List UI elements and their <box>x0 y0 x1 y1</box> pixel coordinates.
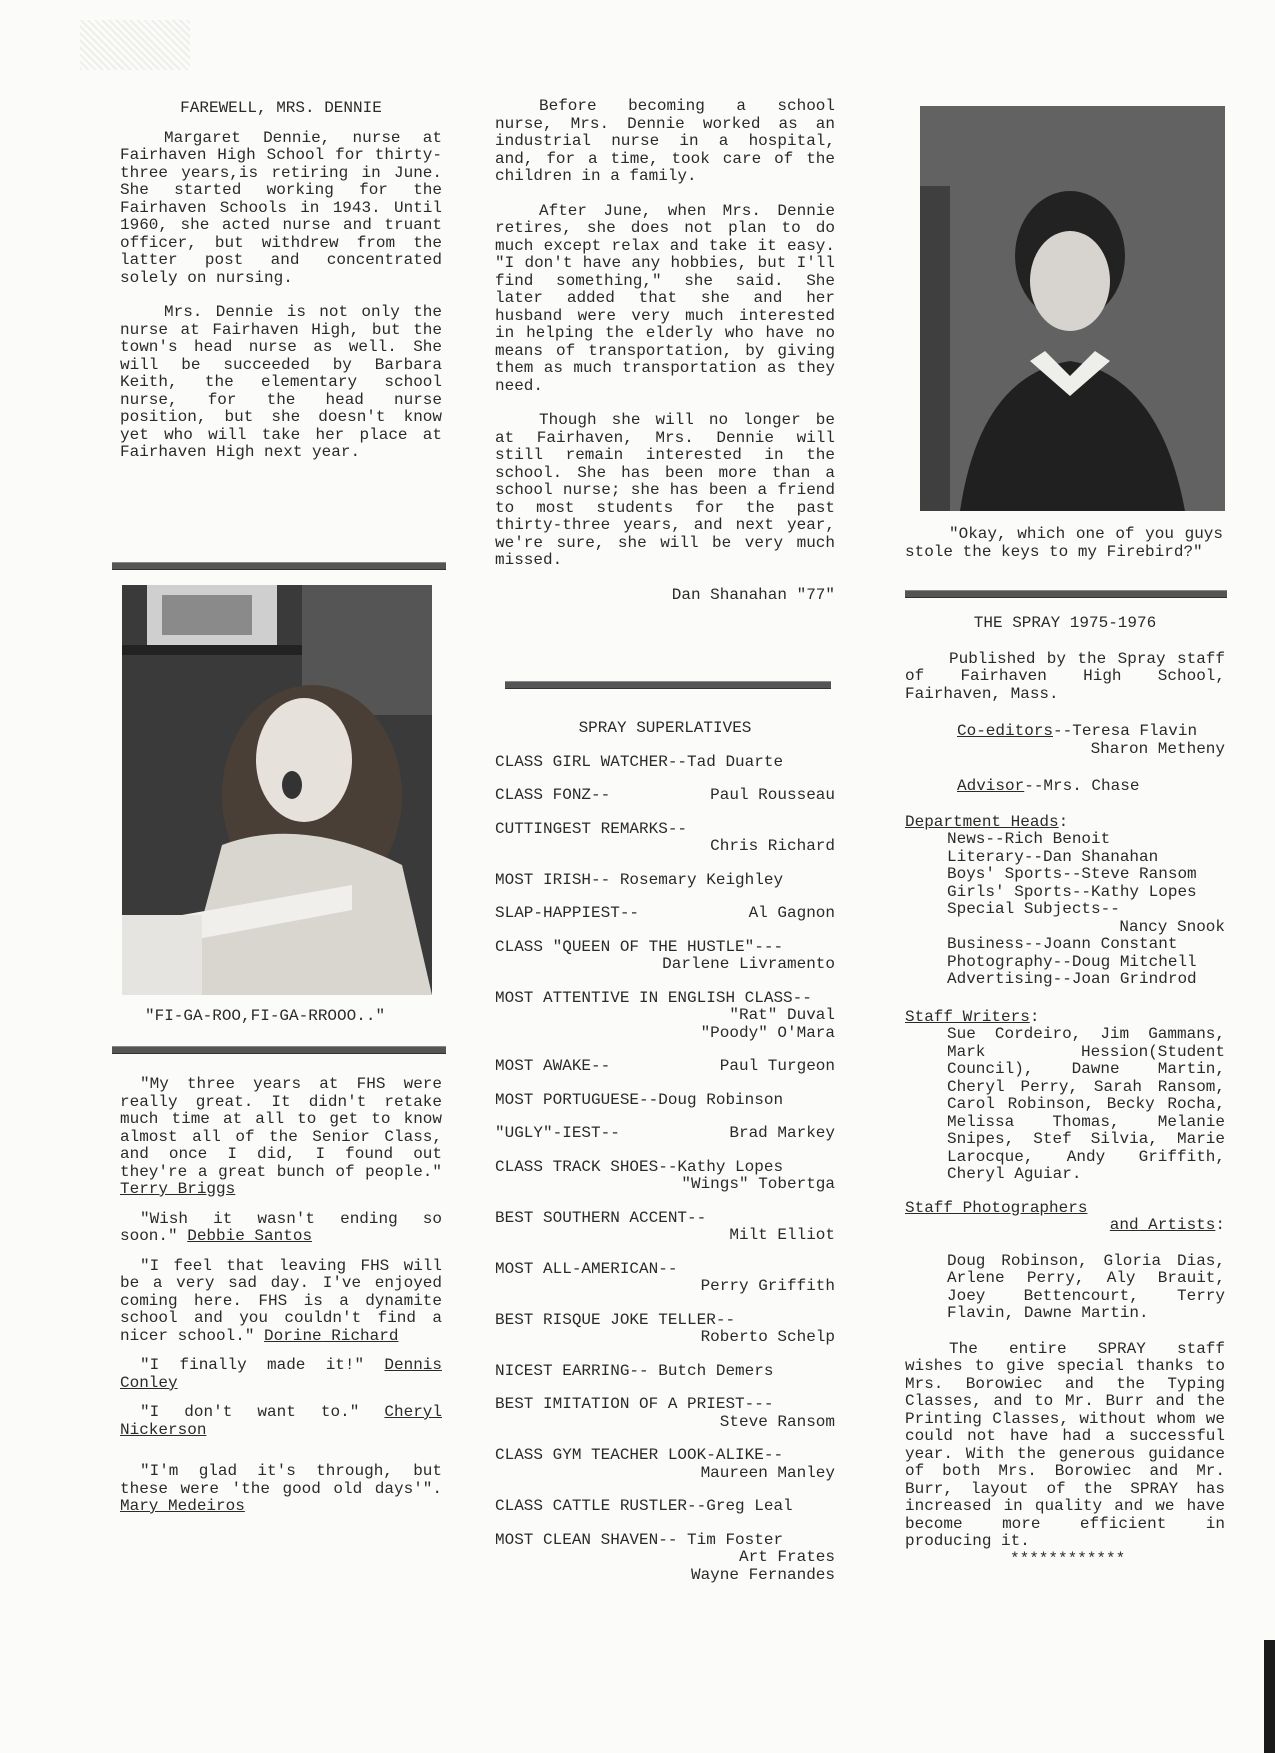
quote-name: Mary Medeiros <box>120 1497 245 1515</box>
superlative-item <box>495 872 835 890</box>
senior-quotes <box>120 1076 442 1516</box>
dept-heads-heading: Department Heads: <box>905 812 1069 831</box>
superlative-row <box>495 939 835 957</box>
superlative-winner: Al Gagnon <box>748 904 835 922</box>
superlative-title: "UGLY"-IEST-- <box>495 1124 620 1142</box>
staff-writers-heading: Staff Writers: <box>905 1007 1040 1026</box>
superlative-row <box>495 754 835 772</box>
dept-head-name: Nancy Snook <box>1119 917 1225 936</box>
superlative-row <box>495 787 835 805</box>
dept-head: Photography--Doug Mitchell <box>947 952 1197 971</box>
farewell-byline: Dan Shanahan "77" <box>671 585 835 604</box>
staff-thanks: The entire SPRAY staff wishes to give special thanks to Mrs. Borowiec and the Typing Classes, and to Mr. Burr and the Printing Classes, without whom we could not have had a successful year. With the generous guidance of both Mrs. Borowiec and Mr. Burr, layout of the SPRAY has increased in quality and we have become more efficient in producing it. <box>905 1339 1225 1550</box>
superlatives-section <box>495 720 835 1600</box>
superlative-item <box>495 1498 835 1516</box>
quote <box>120 1076 442 1199</box>
superlative-row <box>495 821 835 839</box>
superlative-item <box>495 990 835 1043</box>
farewell-paragraph-4: After June, when Mrs. Dennie retires, she does not plan to do much except relax and take it easy. "I don't have any hobbies, but I'll find something," she said. She later added that she and her husband were very much interested in helping the elderly who have no means of transportation, by giving them as much transportation as they need. <box>495 201 835 395</box>
quote <box>120 1258 442 1346</box>
superlative-row <box>495 872 835 890</box>
superlative-winner: Milt Elliot <box>729 1226 835 1244</box>
superlative-item <box>495 1532 835 1585</box>
superlative-title: BEST RISQUE JOKE TELLER-- <box>495 1310 736 1329</box>
photo-girl-singing-caption: "FI-GA-ROO,FI-GA-RROOO.." <box>145 1007 386 1025</box>
dept-head: Advertising--Joan Grindrod <box>947 970 1197 988</box>
superlative-winner: Steve Ransom <box>719 1412 835 1431</box>
superlative-item <box>495 787 835 805</box>
superlative-row <box>495 1312 835 1330</box>
quote <box>120 1404 442 1439</box>
superlative-title: MOST IRISH-- Rosemary Keighley <box>495 870 784 889</box>
photographers-heading <box>905 1200 1225 1218</box>
quote-text: "I don't want to." <box>140 1403 360 1421</box>
divider <box>905 590 1227 598</box>
advisor-label: Advisor <box>957 777 1025 795</box>
superlative-title: BEST IMITATION OF A PRIEST--- <box>495 1395 774 1413</box>
masthead-title: THE SPRAY 1975-1976 <box>973 614 1157 632</box>
superlative-winner: Brad Markey <box>729 1124 835 1142</box>
farewell-paragraph-1: Margaret Dennie, nurse at Fairhaven High School for thirty-three years,is retiring in June. She started working for the Fairhaven Schools in 1943. Until 1960, she acted nurse and truant officer, but withdrew from the latter post and concentrated solely on nursing. <box>120 128 442 287</box>
superlative-title: CLASS GYM TEACHER LOOK-ALIKE-- <box>495 1446 784 1464</box>
photographers-list: Doug Robinson, Gloria Dias, Arlene Perry, Aly Brauit, Joey Bettencourt, Terry Flavin, Dawne Martin. <box>947 1251 1225 1322</box>
dept-head: News--Rich Benoit <box>947 830 1111 848</box>
photo-girl-singing <box>122 585 432 995</box>
superlative-title: MOST ALL-AMERICAN-- <box>495 1259 678 1278</box>
photo-student-portrait <box>920 106 1225 511</box>
superlative-item <box>495 1261 835 1296</box>
superlative-title: CLASS "QUEEN OF THE HUSTLE"--- <box>495 937 784 956</box>
quote-text: "I'm glad it's through, but these were 'the good old days'". <box>120 1462 442 1498</box>
quote <box>120 1463 442 1516</box>
superlative-title: CLASS TRACK SHOES--Kathy Lopes <box>495 1157 784 1176</box>
superlatives-title: SPRAY SUPERLATIVES <box>578 719 752 737</box>
superlative-title: BEST SOUTHERN ACCENT-- <box>495 1208 707 1227</box>
dept-head: Boys' Sports--Steve Ransom <box>947 865 1197 883</box>
superlative-winner: Roberto Schelp <box>700 1328 835 1346</box>
farewell-paragraph-2: Mrs. Dennie is not only the nurse at Fairhaven High, but the town's head nurse as well. She will be succeeded by Barbara Keith, the elementary school nurse, for the head nurse position, but she doesn't know yet who will take her place at Fairhaven High next year. <box>120 303 442 461</box>
farewell-paragraph-3: Before becoming a school nurse, Mrs. Dennie worked as an industrial nurse in a hospital, and, for a time, took care of the children in a family. <box>495 97 835 185</box>
superlative-winner: Maureen Manley <box>700 1463 835 1482</box>
superlative-title: CLASS CATTLE RUSTLER--Greg Leal <box>495 1497 793 1515</box>
superlative-row <box>495 1125 835 1143</box>
quote-text: "Wish it wasn't ending so soon." <box>120 1209 442 1245</box>
scan-speckle <box>80 20 190 70</box>
photo-student-portrait-caption: "Okay, which one of you guys stole the keys to my Firebird?" <box>905 525 1223 561</box>
divider <box>112 562 446 570</box>
superlative-row <box>495 905 835 923</box>
quote-name: Cheryl Nickerson <box>120 1403 442 1439</box>
superlative-item <box>495 1092 835 1110</box>
superlative-row <box>495 1532 835 1550</box>
farewell-paragraph-5: Though she will no longer be at Fairhaven, Mrs. Dennie will still remain interested in the school. She has been more than a school nurse; she has been a friend to most students for the past thirty-three years, and next year, we're sure, she will be very much missed. <box>495 411 835 569</box>
quote-text: "I finally made it!" <box>140 1356 365 1374</box>
photo-student-portrait-graphic <box>920 106 1225 511</box>
superlative-title: CUTTINGEST REMARKS-- <box>495 819 688 838</box>
superlative-item <box>495 1058 835 1076</box>
superlative-row <box>495 1058 835 1076</box>
farewell-article-start <box>120 100 442 462</box>
quote-text: "I feel that leaving FHS will be a very sad day. I've enjoyed coming here. FHS is a dynamite school and you couldn't find a nicer school." <box>120 1256 442 1345</box>
masthead <box>905 615 1225 1568</box>
dept-heads-label: Department Heads <box>905 812 1059 831</box>
superlative-winner: Darlene Livramento <box>662 955 835 973</box>
superlative-winner: Chris Richard <box>710 837 835 855</box>
superlative-winner: Wayne Fernandes <box>690 1565 835 1584</box>
superlative-row <box>495 1261 835 1279</box>
superlative-row <box>495 1159 835 1177</box>
coeditor-name: Sharon Metheny <box>1090 739 1225 758</box>
superlative-item <box>495 1396 835 1431</box>
superlative-item <box>495 821 835 856</box>
superlative-row <box>495 1498 835 1516</box>
superlative-title: MOST AWAKE-- <box>495 1057 611 1075</box>
superlative-row <box>495 990 835 1008</box>
superlative-item <box>495 939 835 974</box>
superlative-title: MOST ATTENTIVE IN ENGLISH CLASS-- <box>495 988 812 1007</box>
superlative-winner: Paul Rousseau <box>710 786 835 804</box>
dept-heads-list <box>905 831 1225 989</box>
photographers-heading-2: and Artists: <box>1109 1216 1225 1234</box>
superlative-title: CLASS FONZ-- <box>495 786 611 804</box>
superlative-title: CLASS GIRL WATCHER--Tad Duarte <box>495 752 784 771</box>
superlative-winner: Perry Griffith <box>700 1277 835 1295</box>
superlative-row <box>495 1396 835 1414</box>
farewell-title: FAREWELL, MRS. DENNIE <box>180 99 382 117</box>
closing-stars: ************ <box>1010 1549 1126 1568</box>
quote-name: Debbie Santos <box>187 1227 313 1245</box>
dept-head: Literary--Dan Shanahan <box>947 847 1159 866</box>
farewell-article-continued <box>495 98 835 604</box>
photographers-label: Staff Photographers <box>905 1198 1088 1217</box>
superlative-winner: "Rat" Duval <box>729 1006 835 1024</box>
superlative-item <box>495 1210 835 1245</box>
superlative-winner: "Poody" O'Mara <box>700 1023 835 1042</box>
superlative-title: MOST CLEAN SHAVEN-- Tim Foster <box>495 1530 784 1549</box>
superlative-item <box>495 1159 835 1194</box>
quote <box>120 1357 442 1392</box>
staff-writers-label: Staff Writers <box>905 1007 1030 1026</box>
divider <box>505 681 831 689</box>
quote-name: Terry Briggs <box>120 1180 236 1198</box>
superlative-item <box>495 1447 835 1482</box>
superlative-winner: Paul Turgeon <box>719 1057 835 1075</box>
quote-name: Dorine Richard <box>264 1326 399 1345</box>
coeditor-name: --Teresa Flavin <box>1053 722 1198 740</box>
photographers-label-2: and Artists <box>1109 1216 1216 1234</box>
staff-writers-list: Sue Cordeiro, Jim Gammans, Mark Hession(Student Council), Dawne Martin, Cheryl Perry, Sarah Ransom, Carol Robinson, Becky Rocha, Melissa Thomas, Melanie Snipes, Stef Silvia, Marie Larocque, Andy Griffith, Cheryl Aguiar. <box>947 1025 1225 1183</box>
dept-head: Business--Joann Constant <box>947 935 1178 953</box>
superlative-title: MOST PORTUGUESE--Doug Robinson <box>495 1090 784 1109</box>
scan-edge-bar <box>1264 1640 1275 1753</box>
superlative-winner: "Wings" Tobertga <box>681 1175 835 1193</box>
photo-girl-singing-graphic <box>122 585 432 995</box>
superlative-row <box>495 1210 835 1228</box>
superlative-title: NICEST EARRING-- Butch Demers <box>495 1361 774 1380</box>
advisor-name: --Mrs. Chase <box>1024 777 1140 795</box>
masthead-published: Published by the Spray staff of Fairhaven High School, Fairhaven, Mass. <box>905 649 1225 703</box>
coeditors-label: Co-editors <box>957 722 1054 740</box>
superlative-item <box>495 905 835 923</box>
superlative-title: SLAP-HAPPIEST-- <box>495 904 640 922</box>
superlative-item <box>495 754 835 772</box>
superlatives-list <box>495 754 835 1585</box>
advisor <box>905 778 1225 796</box>
superlative-row <box>495 1447 835 1465</box>
superlative-item <box>495 1312 835 1347</box>
superlative-row <box>495 1092 835 1110</box>
superlative-item <box>495 1363 835 1381</box>
dept-head: Special Subjects-- <box>947 900 1120 918</box>
quote-text: "My three years at FHS were really great. It didn't retake much time at all to get to know almost all of the Senior Class, and once I did, I found out they're a great bunch of people." <box>120 1075 442 1181</box>
quote <box>120 1211 442 1246</box>
dept-head: Girls' Sports--Kathy Lopes <box>947 882 1197 901</box>
superlative-item <box>495 1125 835 1143</box>
superlative-winner: Art Frates <box>738 1548 835 1566</box>
coeditors <box>905 723 1225 741</box>
quote-name: Dennis Conley <box>120 1356 442 1392</box>
divider <box>112 1046 446 1054</box>
superlative-row <box>495 1363 835 1381</box>
